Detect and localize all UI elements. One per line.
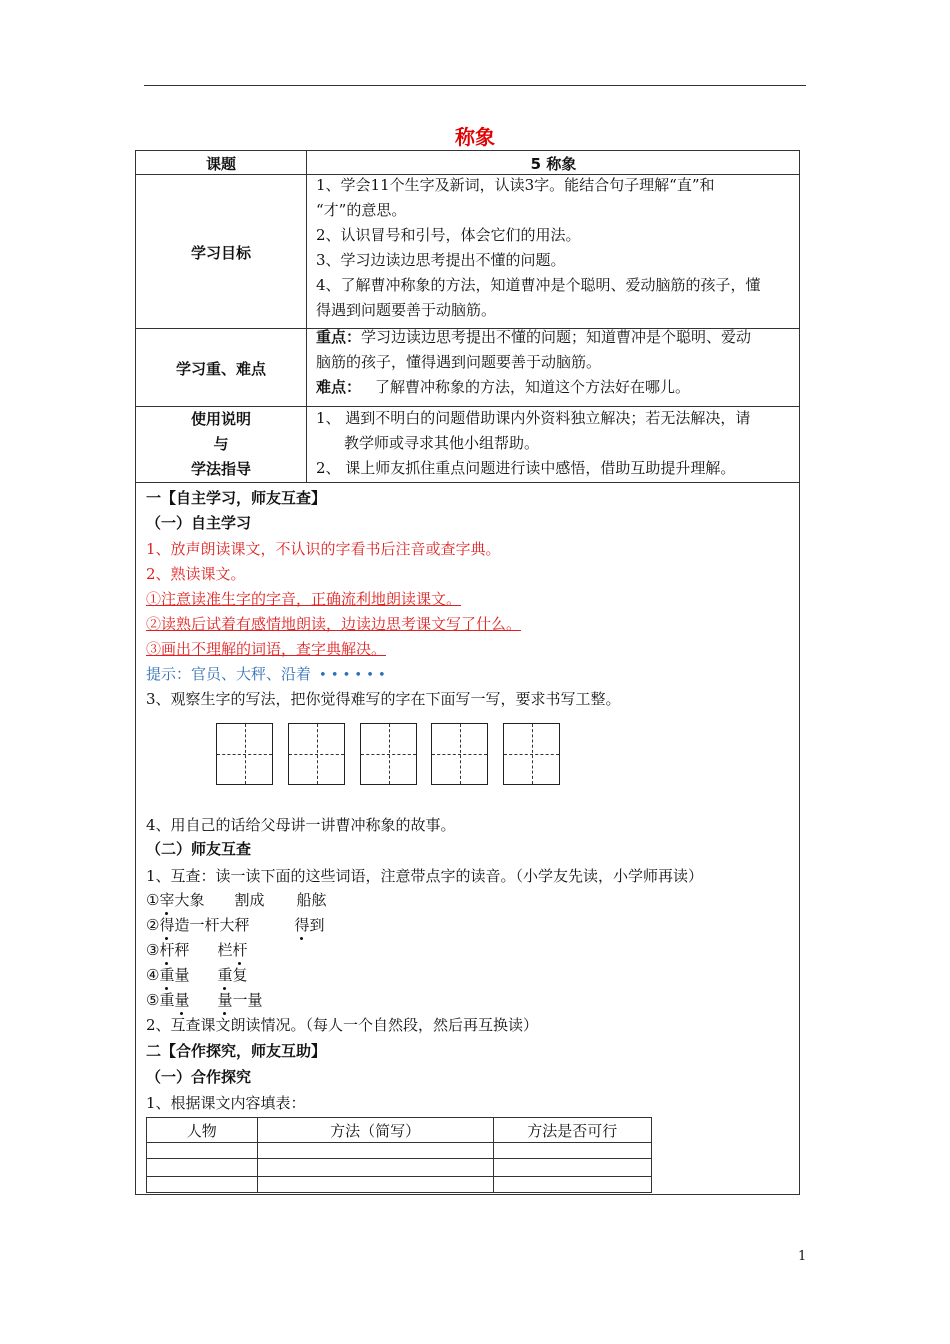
hint-line bbox=[146, 663, 386, 684]
writing-grid-box[interactable] bbox=[216, 723, 273, 785]
table-cell[interactable] bbox=[257, 1159, 493, 1177]
goals-label: 学习目标 bbox=[190, 244, 251, 262]
document-title: 称象 bbox=[455, 125, 495, 149]
usage-label-line: 学法指导 bbox=[190, 460, 251, 478]
writing-grid-box[interactable] bbox=[288, 723, 345, 785]
writing-grid-box[interactable] bbox=[503, 723, 560, 785]
section2-heading: 二【合作探究，师友互助】 bbox=[146, 1042, 327, 1060]
table-cell[interactable] bbox=[147, 1177, 258, 1193]
usage-label-line: 使用说明 bbox=[190, 410, 251, 428]
difficulty-label: 难点： bbox=[316, 378, 362, 396]
column-header: 方法是否可行 bbox=[493, 1118, 651, 1143]
task-subitem: ②读熟后试着有感情地朗读，边读边思考课文写了什么。 bbox=[146, 615, 522, 633]
table-cell[interactable] bbox=[257, 1177, 493, 1193]
dotted-char: 得 bbox=[159, 916, 175, 934]
usage-line: 2、 课上师友抓住重点问题进行读中感悟，借助互助提升理解。 bbox=[316, 459, 736, 477]
word-row: ⑤重量 量一量 bbox=[146, 991, 263, 1009]
usage-label bbox=[136, 407, 306, 482]
task-item: 1、根据课文内容填表： bbox=[146, 1094, 306, 1112]
table-cell[interactable] bbox=[147, 1143, 258, 1159]
self-study-heading: （一）自主学习 bbox=[146, 514, 252, 532]
task-subitem: ③画出不理解的词语，查字典解决。 bbox=[146, 640, 387, 658]
topic-value: 5 称象 bbox=[530, 155, 577, 173]
dotted-char: 杆 bbox=[232, 941, 248, 959]
dotted-char: 重 bbox=[217, 966, 233, 984]
usage-line: 1、 遇到不明白的问题借助课内外资料独立解决；若无法解决，请 bbox=[316, 409, 751, 427]
hint-dots: • • • • • • bbox=[319, 668, 386, 683]
goals-line: 3、学习边读边思考提出不懂的问题。 bbox=[316, 251, 566, 269]
dotted-char: 量 bbox=[174, 991, 190, 1009]
task-item: 1、放声朗读课文，不认识的字看书后注音或查字典。 bbox=[146, 540, 501, 558]
topic-label: 课题 bbox=[205, 155, 236, 173]
row-divider bbox=[136, 482, 799, 483]
word-row: ④重量 重复 bbox=[146, 966, 248, 984]
goals-content bbox=[316, 173, 792, 323]
key-label: 重点： bbox=[316, 328, 362, 346]
dotted-char: 得 bbox=[294, 916, 310, 934]
column-header: 方法（简写） bbox=[257, 1118, 493, 1143]
dotted-char: 杆 bbox=[159, 941, 175, 959]
difficulty-text: 了解曹冲称象的方法，知道这个方法好在哪儿。 bbox=[375, 378, 691, 396]
check-item: 1、互查：读一读下面的这些词语，注意带点字的读音。（小学友先读，小学师再读） bbox=[146, 867, 704, 885]
goals-line: “才”的意思。 bbox=[316, 201, 407, 219]
header-rule bbox=[144, 85, 806, 86]
peer-check-heading: （二）师友互查 bbox=[146, 840, 252, 858]
task-item: 2、熟读课文。 bbox=[146, 565, 246, 583]
usage-line: 教学师或寻求其他小组帮助。 bbox=[344, 434, 540, 452]
key-text: 学习边读边思考提出不懂的问题；知道曹冲是个聪明、爱动 bbox=[361, 328, 752, 346]
goals-line: 1、学会11个生字及新词，认读3字。能结合句子理解“直”和 bbox=[316, 176, 715, 194]
column-header: 人物 bbox=[147, 1118, 258, 1143]
task-item: 4、用自己的话给父母讲一讲曹冲称象的故事。 bbox=[146, 816, 456, 834]
table-cell[interactable] bbox=[147, 1159, 258, 1177]
task-subitem: ①注意读准生字的字音，正确流利地朗读课文。 bbox=[146, 590, 462, 608]
goals-line: 2、认识冒号和引号，体会它们的用法。 bbox=[316, 226, 581, 244]
dotted-char: 宰 bbox=[159, 891, 175, 909]
table-cell[interactable] bbox=[493, 1143, 651, 1159]
writing-grid-box[interactable] bbox=[360, 723, 417, 785]
table-cell[interactable] bbox=[493, 1177, 651, 1193]
goals-line: 4、了解曹冲称象的方法，知道曹冲是个聪明、爱动脑筋的孩子，懂 bbox=[316, 276, 761, 294]
goals-line: 得遇到问题要善于动脑筋。 bbox=[316, 301, 497, 319]
word-row: ③杆秤 栏杆 bbox=[146, 941, 248, 959]
page-number: 1 bbox=[798, 1249, 807, 1264]
section1-heading: 一【自主学习，师友互查】 bbox=[146, 489, 327, 507]
key-text-cont: 脑筋的孩子，懂得遇到问题要善于动脑筋。 bbox=[316, 353, 602, 371]
task-item: 3、观察生字的写法，把你觉得难写的字在下面写一写，要求书写工整。 bbox=[146, 690, 621, 708]
key-points-content bbox=[316, 325, 792, 400]
hint-text: 提示：官员、大秤、沿着 bbox=[146, 665, 312, 683]
table-cell[interactable] bbox=[257, 1143, 493, 1159]
table-cell[interactable] bbox=[493, 1159, 651, 1177]
dotted-char: 量 bbox=[217, 991, 233, 1009]
key-points-label: 学习重、难点 bbox=[175, 360, 266, 378]
fill-in-table bbox=[146, 1117, 652, 1193]
usage-content bbox=[316, 406, 792, 481]
column-divider bbox=[306, 151, 307, 482]
check-item: 2、互查课文朗读情况。（每人一个自然段，然后再互换读） bbox=[146, 1016, 539, 1034]
word-row: ②得造一杆大秤 得到 bbox=[146, 916, 325, 934]
lesson-plan-table bbox=[135, 150, 800, 1195]
usage-label-line: 与 bbox=[213, 435, 229, 453]
dotted-char: 重 bbox=[159, 966, 175, 984]
cooperative-heading: （一）合作探究 bbox=[146, 1068, 252, 1086]
word-row: ①宰大象 割成 船舷 bbox=[146, 891, 327, 909]
writing-grid-box[interactable] bbox=[431, 723, 488, 785]
